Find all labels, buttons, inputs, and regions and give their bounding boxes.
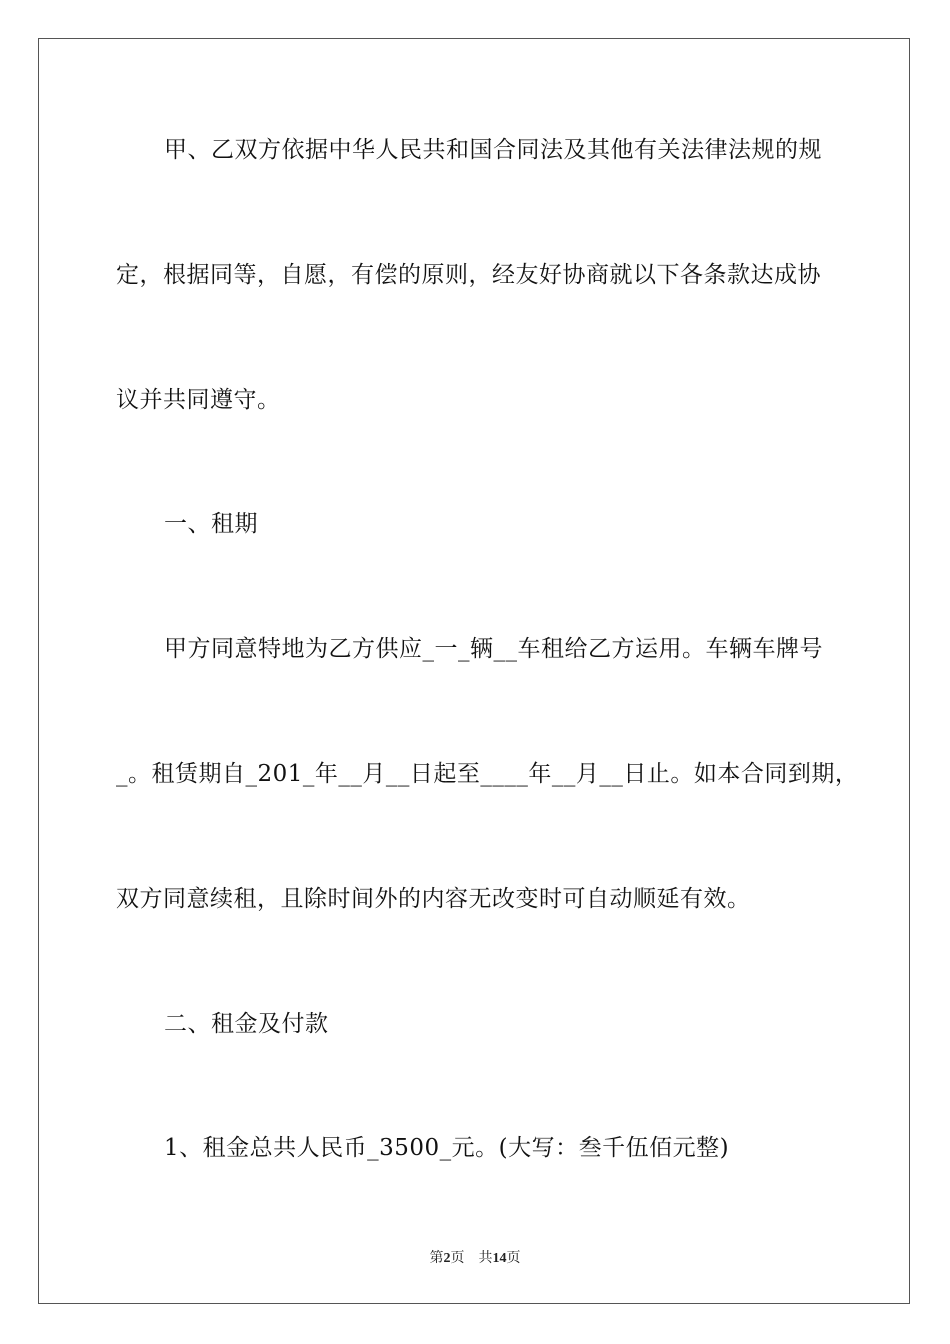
total-prefix: 共 [478, 1251, 493, 1266]
page-prefix: 第 [429, 1251, 444, 1266]
paragraph-line: 甲、乙双方依据中华人民共和国合同法及其他有关法律法规的规 [164, 137, 822, 163]
paragraph-line: 1、租金总共人民币_3500_元。(大写：叁千伍佰元整) [164, 1135, 730, 1161]
section-heading: 二、租金及付款 [164, 1011, 329, 1037]
page-suffix: 页 [450, 1251, 465, 1266]
page-footer [0, 1247, 950, 1267]
paragraph-line: 议并共同遵守。 [116, 387, 281, 413]
page-number: 2 [443, 1251, 451, 1266]
page-border [38, 38, 910, 1304]
paragraph-line: 双方同意续租，且除时间外的内容无改变时可自动顺延有效。 [116, 886, 751, 912]
total-suffix: 页 [506, 1251, 521, 1266]
paragraph-line: 甲方同意特地为乙方供应_一_辆__车租给乙方运用。车辆车牌号 [164, 636, 823, 662]
total-pages: 14 [492, 1251, 507, 1266]
section-heading: 一、租期 [164, 511, 258, 537]
paragraph-line: 定，根据同等，自愿，有偿的原则，经友好协商就以下各条款达成协 [116, 262, 821, 288]
paragraph-line: _。租赁期自_201_年__月__日起至____年__月__日止。如本合同到期， [116, 761, 859, 787]
